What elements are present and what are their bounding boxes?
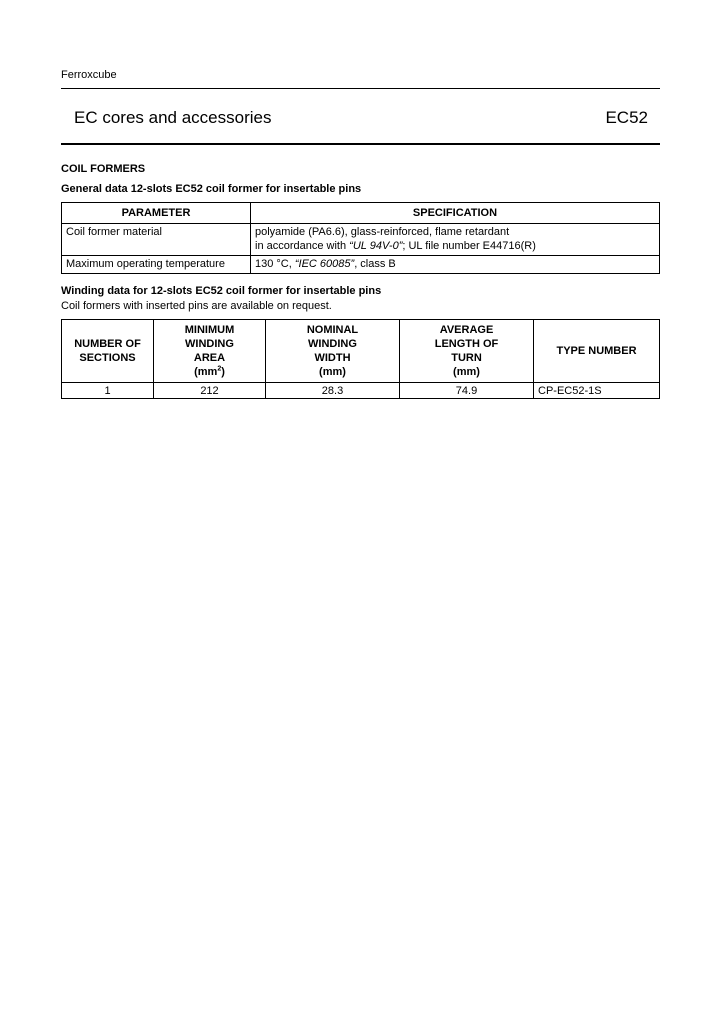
unit-exponent: 2 [217, 365, 222, 373]
header-divider [61, 88, 660, 89]
specification-cell [251, 224, 660, 256]
header-line: NOMINAL [306, 324, 359, 336]
header-line: (mm) [453, 366, 480, 378]
parameter-cell: Maximum operating temperature [62, 256, 251, 274]
header-line: MINIMUM [184, 324, 235, 336]
column-header-winding-area [154, 320, 266, 383]
spec-text: , class B [354, 258, 396, 270]
turn-length-cell: 74.9 [400, 383, 534, 399]
header-line: TURN [451, 352, 482, 364]
standard-reference: “UL 94V-0” [349, 240, 403, 252]
header-line: AVERAGE [439, 324, 494, 336]
availability-note: Coil formers with inserted pins are available on request. [61, 300, 332, 312]
column-header-parameter: PARAMETER [62, 203, 251, 224]
header-line: WINDING [308, 338, 357, 350]
header-line: (mm) [319, 366, 346, 378]
header-line: LENGTH OF [434, 338, 499, 350]
table-row [62, 256, 660, 274]
header-line: AREA [193, 352, 226, 364]
parameter-cell: Coil former material [62, 224, 251, 256]
table-header-row [62, 320, 660, 383]
header-line: SECTIONS [79, 352, 136, 364]
title-divider [61, 143, 660, 145]
header-line: WIDTH [314, 352, 351, 364]
page-title: EC cores and accessories [74, 108, 272, 127]
header-line: NUMBER OF [74, 338, 141, 350]
column-header-type-number: TYPE NUMBER [534, 320, 660, 383]
winding-data-table [61, 319, 660, 399]
winding-width-cell: 28.3 [266, 383, 400, 399]
spec-text: 130 °C, [255, 258, 295, 270]
table-header-row [62, 203, 660, 224]
spec-line [255, 239, 655, 253]
spec-text: ; UL file number E44716(R) [402, 240, 536, 252]
unit-text: (mm [194, 366, 218, 378]
general-data-table [61, 202, 660, 274]
column-header-turn-length [400, 320, 534, 383]
sections-cell: 1 [62, 383, 154, 399]
winding-table-caption: Winding data for 12-slots EC52 coil former for insertable pins [61, 285, 382, 297]
table-row [62, 383, 660, 399]
standard-reference: “IEC 60085” [294, 258, 355, 270]
unit-text: ) [221, 366, 225, 378]
column-header-sections [62, 320, 154, 383]
brand-name: Ferroxcube [61, 69, 117, 81]
spec-text: in accordance with [255, 240, 350, 252]
general-table-caption: General data 12-slots EC52 coil former for insertable pins [61, 183, 362, 195]
specification-cell [251, 256, 660, 274]
header-line: WINDING [185, 338, 234, 350]
table-row [62, 224, 660, 256]
section-heading: COIL FORMERS [61, 163, 146, 175]
type-number-cell: CP-EC52-1S [534, 383, 660, 399]
column-header-specification: SPECIFICATION [251, 203, 660, 224]
product-code: EC52 [605, 108, 648, 127]
spec-line: polyamide (PA6.6), glass-reinforced, flame retardant [255, 226, 510, 238]
column-header-winding-width [266, 320, 400, 383]
header-line [156, 365, 263, 379]
winding-area-cell: 212 [154, 383, 266, 399]
